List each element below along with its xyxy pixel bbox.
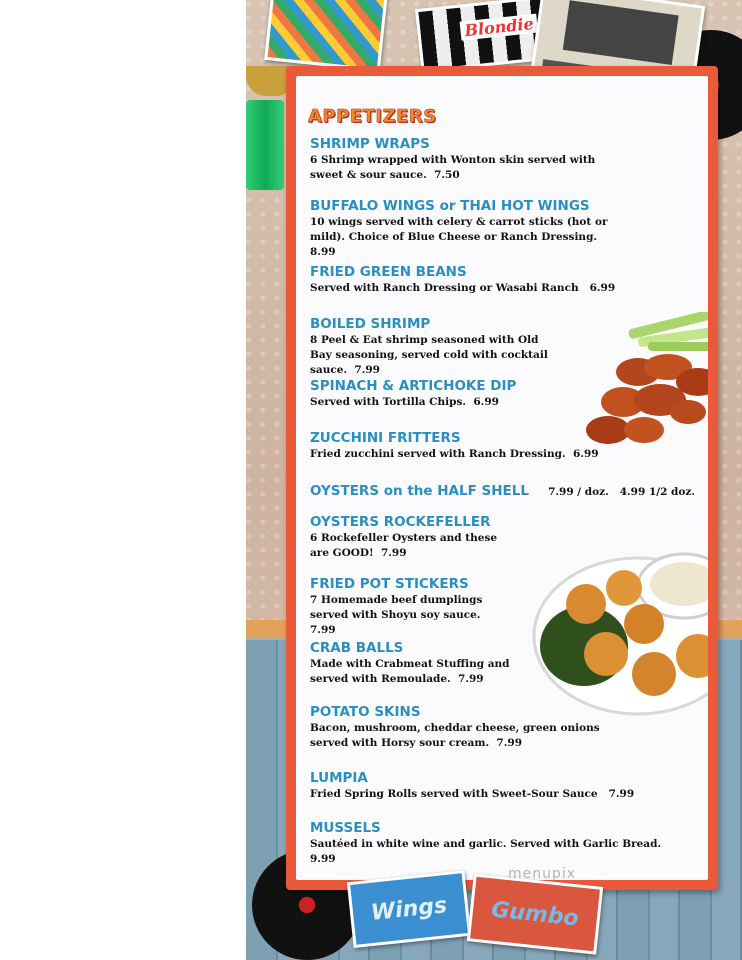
crab-balls-photo <box>524 526 708 726</box>
item-price: 7.99 <box>608 788 635 800</box>
item-name: BUFFALO WINGS or THAI HOT WINGS <box>310 198 590 214</box>
item-desc: Served with Ranch Dressing or Wasabi Ranch <box>310 282 579 294</box>
item-price: 6.99 <box>473 396 499 408</box>
item-desc: Fried zucchini served with Ranch Dressing. <box>310 448 566 460</box>
item-price: 6.99 <box>572 448 599 460</box>
item-price: 7.99 <box>354 364 380 376</box>
item-name: POTATO SKINS <box>310 704 421 720</box>
menu-item-buffalo-wings <box>310 198 690 260</box>
menu-card <box>286 66 718 890</box>
item-price: 7.99 <box>496 737 522 749</box>
section-title-appetizers: APPETIZERS <box>308 106 437 127</box>
item-name: FRIED GREEN BEANS <box>310 264 467 280</box>
album-title: Blondie <box>460 14 539 41</box>
album-cover-psychedelic <box>264 0 388 72</box>
item-desc: 6 Rockefeller Oysters and these are GOOD! <box>310 532 498 559</box>
item-name: LUMPIA <box>310 770 368 786</box>
menu-page <box>246 0 742 960</box>
item-name: BOILED SHRIMP <box>310 316 431 332</box>
menu-card-inner <box>296 76 708 880</box>
item-price: 7.99 / doz. 4.99 1/2 doz. <box>548 486 696 498</box>
item-desc: 10 wings served with celery & carrot sticks (hot or mild). Choice of Blue Cheese or Ranch Dressing. <box>310 216 608 243</box>
item-price: 7.99 <box>310 624 336 636</box>
item-name: SPINACH & ARTICHOKE DIP <box>310 378 517 394</box>
item-desc: Sautéed in white wine and garlic. Served with Garlic Bread. <box>310 838 662 850</box>
item-name: SHRIMP WRAPS <box>310 136 430 152</box>
item-desc: 7 Homemade beef dumplings served with Shoyu soy sauce. <box>310 594 483 621</box>
menu-item-fried-green-beans <box>310 264 690 296</box>
item-price: 8.99 <box>310 246 336 258</box>
item-name: OYSTERS on the HALF SHELL <box>310 483 529 499</box>
item-name: CRAB BALLS <box>310 640 404 656</box>
item-price: 9.99 <box>310 853 336 865</box>
menu-item-lumpia <box>310 770 690 802</box>
gumbo-sign: Gumbo <box>467 873 603 954</box>
item-name: MUSSELS <box>310 820 381 836</box>
buffalo-wings-photo <box>568 312 708 452</box>
can-decoration <box>246 100 284 190</box>
item-price: 7.99 <box>458 673 484 685</box>
item-price: 7.50 <box>434 169 460 181</box>
menu-item-oysters-half-shell <box>310 480 696 500</box>
watermark: menupix <box>508 866 577 882</box>
item-desc: Served with Tortilla Chips. <box>310 396 467 408</box>
item-desc: Fried Spring Rolls served with Sweet-Sour Sauce <box>310 788 598 800</box>
item-desc: Bacon, mushroom, cheddar cheese, green onions served with Horsy sour cream. <box>310 722 600 749</box>
item-price: 7.99 <box>380 547 407 559</box>
wings-sign: Wings <box>347 870 471 948</box>
item-desc: 8 Peel & Eat shrimp seasoned with Old Bay seasoning, served cold with cocktail sauce. <box>310 334 548 376</box>
item-price: 6.99 <box>589 282 616 294</box>
menu-item-shrimp-wraps <box>310 136 690 183</box>
item-desc: Made with Crabmeat Stuffing and served with Remoulade. <box>310 658 510 685</box>
menu-item-mussels <box>310 820 690 867</box>
item-name: OYSTERS ROCKEFELLER <box>310 514 491 530</box>
item-name: ZUCCHINI FRITTERS <box>310 430 461 446</box>
item-desc: 6 Shrimp wrapped with Wonton skin served with sweet & sour sauce. <box>310 154 596 181</box>
item-name: FRIED POT STICKERS <box>310 576 469 592</box>
